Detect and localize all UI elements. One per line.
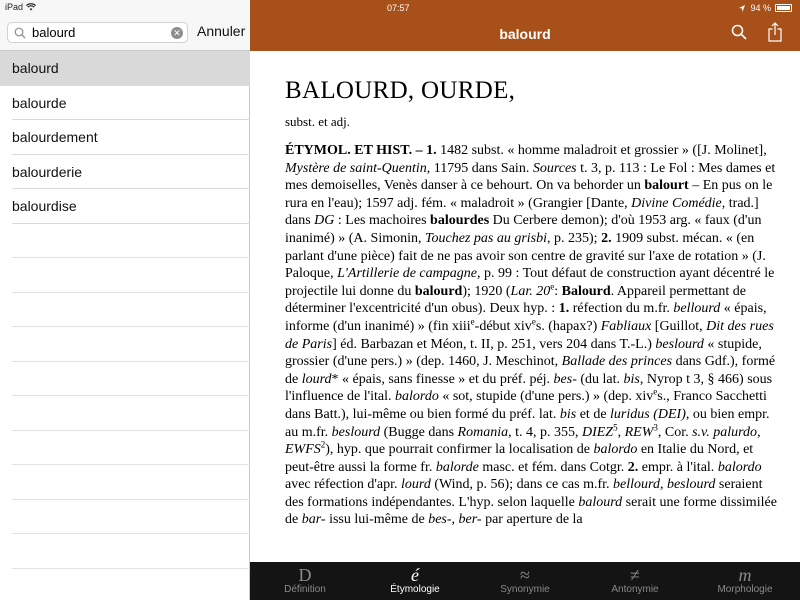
text-segment: lourd: [401, 477, 431, 493]
text-segment: ), hyp. que pourrait confirmer la localisation de: [325, 442, 594, 458]
text-segment: réfection du m.fr.: [569, 301, 674, 317]
text-segment: (Wind, p. 56); dans ce cas m.fr.: [430, 477, 614, 493]
text-segment: , Nyrop t 3, § 466) sous l'influence de l'ital.: [285, 371, 773, 405]
search-icon: [14, 27, 26, 39]
tab-morphologie[interactable]: [690, 562, 800, 600]
text-segment: Mystère de saint-Quentin: [285, 160, 427, 176]
text-segment: ); 1920 (: [462, 283, 511, 299]
text-segment: ÉTYMOL. ET HIST. – 1.: [285, 143, 437, 158]
text-segment: , trad.] dans: [285, 195, 759, 229]
tab-icon: ≈: [520, 565, 530, 585]
text-segment: Ballade des princes: [561, 354, 673, 370]
search-sidebar: [0, 0, 250, 600]
section-tab-bar: [250, 562, 800, 600]
text-segment: luridus (DEI): [610, 406, 686, 422]
text-segment: [Guillot,: [651, 318, 707, 334]
result-item[interactable]: balourd: [0, 51, 250, 86]
entry-part-of-speech: subst. et adj.: [285, 114, 350, 129]
text-segment: dans Gdf.), formé de: [285, 354, 776, 387]
text-segment: beslourd: [331, 424, 381, 440]
text-segment: – En pus on le rura en l'eau); 1597 adj. fém. « maladroit » (Grangier [Dante,: [285, 178, 773, 211]
text-segment: EWFS: [285, 442, 321, 458]
text-segment: bis: [559, 406, 577, 422]
text-segment: e: [550, 281, 555, 292]
text-segment: t. 3, p. 113 : Le Fol : Mes dames et mes demoiselles, Venès danser à ce behourt. On va behorder un: [285, 160, 776, 194]
empty-row: [12, 465, 250, 500]
text-segment: issu lui-même de: [325, 512, 429, 528]
text-segment: balorde: [435, 459, 479, 475]
text-segment: REW: [624, 424, 654, 440]
text-segment: 2.: [627, 459, 639, 475]
text-segment: balordo: [395, 389, 439, 405]
text-segment: DIEZ: [581, 424, 614, 440]
text-segment: , 11795 dans Sain.: [426, 160, 533, 176]
location-icon: [738, 4, 746, 13]
text-segment: , t. 4, p. 355,: [508, 424, 582, 440]
text-segment: , ou bien empr. au m.fr.: [285, 406, 770, 440]
text-segment: lourd: [301, 371, 332, 387]
text-segment: et de: [576, 406, 611, 422]
text-segment: « stupide, grossier (d'une pers.) » (dep. 1460, J. Meschinot,: [285, 336, 762, 370]
text-segment: Lar. 20: [510, 283, 551, 299]
result-item[interactable]: balourderie: [12, 155, 250, 190]
status-bar-left: [5, 2, 36, 12]
battery-percent: 94 %: [750, 3, 771, 13]
text-segment: ,: [757, 424, 761, 440]
text-segment: 3: [653, 421, 658, 432]
text-segment: : Les machoires: [334, 213, 431, 229]
results-list: [0, 51, 250, 600]
tab-icon: ≠: [630, 565, 640, 585]
text-segment: ] éd. Barbazan et Méon, t. II, p. 251, vers 204 dans T.-L.): [332, 336, 656, 352]
text-segment: , p. 99 : Tout défaut de construction ayant décentré le projectile lui donne du: [285, 266, 775, 299]
tab-icon: D: [298, 565, 312, 585]
text-segment: bes-: [553, 371, 577, 387]
text-segment: s., Franco Sacchetti dans Batt.), lui-même ou bien formé du préf. lat.: [285, 389, 767, 422]
tab-icon: é: [411, 565, 419, 585]
text-segment: empr. à l'ital.: [638, 459, 718, 475]
text-segment: 2.: [601, 230, 612, 246]
entry-pane: [250, 0, 800, 600]
tab-icon: m: [738, 565, 752, 585]
status-bar-right: [738, 3, 792, 13]
text-segment: « épais, informe (d'un inanimé) » (fin xiii: [285, 301, 767, 334]
text-segment: 2: [320, 439, 326, 450]
empty-row: [12, 224, 250, 259]
tab-label: Antonymie: [611, 584, 659, 595]
text-segment: bellourd, beslourd: [613, 477, 716, 493]
text-segment: * « épais, sans finesse » et du préf. péj.: [331, 371, 554, 387]
text-segment: 5: [613, 421, 618, 432]
text-segment: 1909 subst. mécan. « (en parlant d'une pièce) fait de ne pas avoir son centre de gravité sur l'axe de rotation » (J. Paloque,: [285, 230, 766, 282]
tab-antonymie[interactable]: [580, 562, 690, 600]
tab-label: Morphologie: [717, 584, 773, 595]
empty-row: [12, 500, 250, 535]
text-segment: balourdes: [430, 213, 490, 229]
tab-label: Définition: [284, 584, 326, 595]
text-segment: balourt: [644, 178, 689, 194]
result-item[interactable]: balourdement: [12, 120, 250, 155]
text-segment: -début xiv: [474, 318, 532, 334]
text-segment: en Italie du Nord, et peut-être aussi la forme fr.: [285, 442, 754, 475]
text-segment: ,: [617, 424, 625, 440]
text-segment: avec réfection d'apr.: [285, 477, 402, 493]
text-segment: bis: [623, 371, 640, 387]
text-segment: Touchez pas au grisbi: [425, 230, 548, 246]
text-segment: DG: [314, 213, 335, 229]
etymology-text: [285, 142, 778, 529]
text-segment: Dit des rues de Paris: [285, 318, 774, 352]
text-segment: serait une forme dissimilée de: [285, 494, 777, 528]
text-segment: masc. et fém. dans Cotgr.: [478, 459, 628, 475]
text-segment: s. (hapax?): [535, 318, 601, 334]
text-segment: L'Artillerie de campagne: [337, 266, 477, 282]
battery-icon: [775, 4, 792, 12]
text-segment: par aperture de la: [481, 512, 583, 528]
search-input[interactable]: [32, 25, 162, 40]
text-segment: , Cor.: [657, 424, 693, 440]
search-header: [0, 0, 250, 51]
tab-definition[interactable]: [250, 562, 360, 600]
device-label: iPad: [5, 2, 24, 12]
text-segment: 1.: [558, 301, 570, 317]
text-segment: (du lat.: [576, 371, 624, 387]
navigation-bar: [250, 0, 800, 51]
text-segment: . Appareil permettant de déterminer l'excentricité d'un obus). Deux hyp. :: [285, 283, 746, 317]
result-item[interactable]: balourdise: [12, 189, 250, 224]
text-segment: :: [554, 283, 562, 299]
wifi-icon: [26, 3, 36, 11]
empty-row: [12, 327, 250, 362]
share-icon[interactable]: [768, 22, 782, 42]
text-segment: e: [531, 316, 536, 327]
tab-etymologie[interactable]: [360, 562, 470, 600]
text-segment: Du Cerbere demon); d'où 1953 arg. « faux (d'un inanimé) » (A. Simonin,: [285, 213, 762, 246]
empty-row: [12, 396, 250, 431]
cancel-button[interactable]: Annuler: [197, 23, 246, 39]
text-segment: balourd: [414, 283, 463, 299]
entry-content: [250, 52, 800, 562]
text-segment: bar-: [301, 512, 326, 528]
text-segment: s.v. palurdo: [692, 424, 758, 440]
search-field[interactable]: [7, 22, 188, 43]
text-segment: seraient des formations indépendantes. L'hyp. selon laquelle: [285, 477, 763, 510]
tab-label: Synonymie: [500, 584, 550, 595]
text-segment: , p. 235);: [547, 230, 602, 246]
text-segment: Romania: [457, 424, 509, 440]
text-segment: e: [653, 386, 658, 397]
status-time: 07:57: [387, 3, 410, 13]
empty-row: [12, 258, 250, 293]
text-segment: (Bugge dans: [380, 424, 458, 440]
result-item[interactable]: balourde: [12, 86, 250, 121]
text-segment: Sources: [532, 160, 577, 176]
empty-row: [12, 569, 250, 600]
text-segment: bes-, ber-: [428, 512, 482, 528]
clear-icon[interactable]: ✕: [171, 27, 183, 39]
empty-row: [12, 293, 250, 328]
text-segment: e: [470, 316, 475, 327]
text-segment: Fabliaux: [600, 318, 652, 334]
text-segment: bellourd: [673, 301, 721, 317]
nav-title: balourd: [499, 26, 551, 42]
text-segment: balourd: [578, 494, 623, 510]
text-segment: Balourd: [561, 283, 611, 299]
empty-row: [12, 362, 250, 397]
text-segment: 1482 subst. « homme maladroit et grossier » ([J. Molinet],: [436, 143, 767, 158]
text-segment: Divine Comédie: [631, 195, 722, 211]
tab-label: Étymologie: [390, 584, 440, 595]
empty-row: [12, 534, 250, 569]
entry-headword: BALOURD, OURDE,: [285, 77, 516, 104]
text-segment: balordo: [717, 459, 762, 475]
text-segment: « sot, stupide (d'une pers.) » (dep. xiv: [438, 389, 654, 405]
tab-synonymie[interactable]: [470, 562, 580, 600]
empty-row: [12, 431, 250, 466]
search-icon[interactable]: [731, 24, 747, 40]
text-segment: balordo: [593, 442, 638, 458]
text-segment: beslourd: [655, 336, 704, 352]
